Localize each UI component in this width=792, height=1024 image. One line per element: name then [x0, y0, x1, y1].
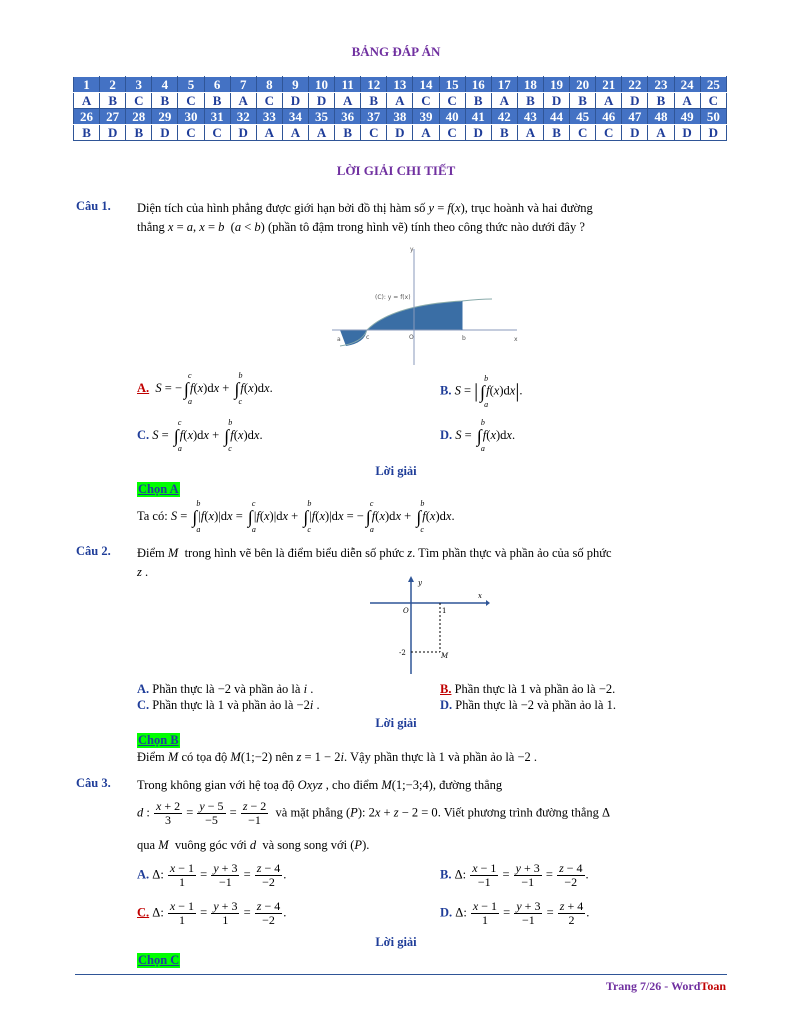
answer-letter-cell: B [648, 93, 674, 109]
answer-number-cell: 1 [74, 77, 100, 93]
question-2-choice-b[interactable]: B. Phần thực là 1 và phần ảo là −2. [440, 682, 616, 696]
answer-letter-cell: C [126, 93, 152, 109]
answer-letter-cell: C [439, 125, 465, 141]
question-2-choice-c[interactable]: C. Phần thực là 1 và phần ảo là −2i . [137, 698, 320, 712]
answer-number-cell: 46 [596, 109, 622, 125]
answer-letter-cell: A [387, 93, 413, 109]
answer-number-cell: 10 [308, 77, 334, 93]
answer-number-cell: 12 [361, 77, 387, 93]
question-1-choice-a[interactable]: A. S = − ∫ c a f(x)dx + ∫ b c f(x)dx. [137, 371, 273, 406]
answer-number-cell: 18 [517, 77, 543, 93]
answer-letter-cell: C [178, 125, 204, 141]
answer-number-cell: 15 [439, 77, 465, 93]
answer-letter-cell: A [517, 125, 543, 141]
question-1-text: Diện tích của hình phẳng được giới hạn bởi đồ thị hàm số y = f(x), trục hoành và hai đường thẳng x = a, x = b (a < b) (phần tô đậm trong hình vẽ) tính theo công thức nào dưới đây ? [137, 201, 593, 234]
answer-letter-cell: A [256, 125, 282, 141]
answer-letter-cell: D [543, 93, 569, 109]
answer-number-cell: 44 [543, 109, 569, 125]
answer-number-cell: 22 [622, 77, 648, 93]
answer-number-cell: 3 [126, 77, 152, 93]
question-3-choice-d[interactable]: D. Δ: $\frac{x - 1}{1}$ = $\frac{y + 3}{-1}$ = $\frac{z + 4}{2}$ . [440, 899, 590, 927]
answer-letter-cell: B [570, 93, 596, 109]
answer-letter-cell: B [465, 93, 491, 109]
answer-letter-cell: A [74, 93, 100, 109]
answer-number-cell: 17 [491, 77, 517, 93]
answer-letter-cell: B [152, 93, 178, 109]
question-3-choice-a[interactable]: A. Δ: $\frac{x - 1}{1}$ = $\frac{y + 3}{-1}$ = $\frac{z - 4}{-2}$ . [137, 861, 287, 889]
answer-number-cell: 29 [152, 109, 178, 125]
svg-text:a: a [337, 336, 341, 343]
answer-number-cell: 43 [517, 109, 543, 125]
answer-number-cell: 50 [700, 109, 726, 125]
answer-letter-cell: C [256, 93, 282, 109]
question-1-graph [332, 243, 522, 368]
answer-table-title: BẢNG ĐÁP ÁN [351, 44, 441, 59]
answer-number-cell: 39 [413, 109, 439, 125]
question-1-chon: Chọn A [138, 482, 179, 496]
question-3-text-line2: d : $\frac{x + 2}{3}$ = $\frac{y - 5}{-5}$ = $\frac{z - 2}{-1}$ và mặt phẳng (P): 2x + z − 2 = 0. Viết phương trình đường thẳng Δ [137, 799, 611, 827]
answer-letter-cell: C [570, 125, 596, 141]
answer-letter-cell: A [491, 93, 517, 109]
answer-letter-cell: D [674, 125, 700, 141]
answer-letter-cell: B [126, 125, 152, 141]
question-2-solution: Điểm M có tọa độ M(1;−2) nên z = 1 − 2i. Vậy phần thực là 1 và phần ảo là −2 . [137, 750, 538, 764]
answer-letter-cell: B [543, 125, 569, 141]
question-2-graph [368, 576, 490, 676]
question-3-choice-c[interactable]: C. Δ: $\frac{x - 1}{1}$ = $\frac{y + 3}{1}$ = $\frac{z - 4}{-2}$ . [137, 899, 287, 927]
answer-letter-cell: D [387, 125, 413, 141]
question-1-label: Câu 1. [76, 199, 111, 213]
answer-number-cell: 6 [204, 77, 230, 93]
question-2-text: Điểm M trong hình vẽ bên là điểm biểu diễn số phức z. Tìm phần thực và phần ảo của số phức z . [137, 546, 612, 579]
answer-letter-cell: A [596, 93, 622, 109]
answer-letter-cell: B [491, 125, 517, 141]
answer-number-cell: 5 [178, 77, 204, 93]
answer-number-cell: 9 [282, 77, 308, 93]
svg-text:y: y [418, 579, 422, 587]
answer-number-cell: 11 [335, 77, 361, 93]
svg-text:-2: -2 [399, 649, 406, 657]
question-1-choice-b[interactable]: B. S = | ∫ b a f(x)dx|. [440, 373, 523, 409]
answer-number-cell: 47 [622, 109, 648, 125]
svg-text:O: O [409, 334, 414, 341]
answer-number-cell: 32 [230, 109, 256, 125]
page-footer: Trang 7/26 - WordToan [605, 979, 726, 993]
answer-number-cell: 38 [387, 109, 413, 125]
answer-letter-cell: D [622, 93, 648, 109]
answer-letter-cell: A [230, 93, 256, 109]
answer-number-cell: 25 [700, 77, 726, 93]
question-3-loigiai: Lời giải [375, 935, 417, 949]
answer-number-cell: 49 [674, 109, 700, 125]
question-3-text-line3: qua M vuông góc với d và song song với (P). [137, 838, 370, 852]
question-1-solution: Ta có: S = ∫ b a |f(x)|dx = ∫ c a |f(x)|dx + ∫ b c |f(x)|dx = − ∫ c a f(x)dx + ∫ b c f(x)dx. [137, 499, 455, 534]
answer-number-cell: 28 [126, 109, 152, 125]
question-1-loigiai: Lời giải [375, 464, 417, 478]
answer-letter-cell: A [308, 125, 334, 141]
question-2-chon: Chọn B [138, 733, 179, 747]
answer-letter-cell: C [700, 93, 726, 109]
question-1-choice-c[interactable]: C. S = ∫ c a f(x)dx + ∫ b c f(x)dx. [137, 418, 263, 453]
answer-letter-cell: C [361, 125, 387, 141]
point-m-label: M [441, 652, 449, 660]
svg-text:x: x [514, 336, 518, 343]
answer-letter-cell: D [465, 125, 491, 141]
answer-letter-cell: A [335, 93, 361, 109]
answer-number-cell: 24 [674, 77, 700, 93]
answer-number-cell: 26 [74, 109, 100, 125]
answer-number-cell: 31 [204, 109, 230, 125]
answer-letter-cell: D [100, 125, 126, 141]
answer-number-cell: 7 [230, 77, 256, 93]
footer-divider [75, 974, 727, 975]
answer-number-cell: 33 [256, 109, 282, 125]
svg-text:x: x [478, 592, 482, 600]
answer-letter-cell: A [413, 125, 439, 141]
answer-number-cell: 21 [596, 77, 622, 93]
svg-text:c: c [366, 334, 370, 341]
question-1-choice-d[interactable]: D. S = ∫ b a f(x)dx. [440, 418, 516, 453]
answer-number-cell: 13 [387, 77, 413, 93]
answer-number-cell: 27 [100, 109, 126, 125]
answer-letter-cell: B [74, 125, 100, 141]
question-2-choice-d[interactable]: D. Phần thực là −2 và phần ảo là 1. [440, 698, 616, 712]
detail-title: LỜI GIẢI CHI TIẾT [336, 163, 456, 178]
answer-letter-cell: C [413, 93, 439, 109]
question-2-label: Câu 2. [76, 544, 111, 558]
answer-letter-cell: B [100, 93, 126, 109]
answer-letter-cell: D [230, 125, 256, 141]
answer-number-cell: 23 [648, 77, 674, 93]
answer-number-cell: 36 [335, 109, 361, 125]
answer-number-cell: 34 [282, 109, 308, 125]
svg-text:O: O [403, 607, 409, 615]
question-3-text-line1: Trong không gian với hệ toạ độ Oxyz , cho điểm M(1;−3;4), đường thẳng [137, 778, 503, 792]
answer-letter-cell: B [361, 93, 387, 109]
answer-number-cell: 16 [465, 77, 491, 93]
question-2-choice-a[interactable]: A. Phần thực là −2 và phần ảo là i . [137, 682, 314, 696]
answer-letter-cell: C [439, 93, 465, 109]
answer-number-cell: 30 [178, 109, 204, 125]
answer-number-cell: 37 [361, 109, 387, 125]
svg-text:1: 1 [442, 607, 447, 615]
answer-letter-cell: B [517, 93, 543, 109]
answer-letter-cell: A [648, 125, 674, 141]
question-2-loigiai: Lời giải [375, 716, 417, 730]
answer-letter-cell: D [700, 125, 726, 141]
answer-letter-cell: C [204, 125, 230, 141]
svg-text:b: b [462, 335, 466, 342]
answer-letter-cell: A [282, 125, 308, 141]
question-3-choice-b[interactable]: B. Δ: $\frac{x - 1}{-1}$ = $\frac{y + 3}{-1}$ = $\frac{z - 4}{-2}$ . [440, 861, 589, 889]
answer-letter-cell: C [596, 125, 622, 141]
answer-letter-cell: D [308, 93, 334, 109]
answer-letter-cell: D [622, 125, 648, 141]
answer-number-cell: 4 [152, 77, 178, 93]
question-3-label: Câu 3. [76, 776, 111, 790]
question-3-chon: Chọn C [138, 953, 180, 967]
answer-letter-cell: C [178, 93, 204, 109]
answer-letter-cell: A [674, 93, 700, 109]
svg-text:y: y [410, 246, 414, 253]
shaded-region-below [340, 330, 370, 346]
answer-table [73, 76, 727, 141]
answer-letter-cell: B [335, 125, 361, 141]
answer-letter-cell: D [282, 93, 308, 109]
answer-number-cell: 40 [439, 109, 465, 125]
answer-number-cell: 2 [100, 77, 126, 93]
answer-number-cell: 20 [570, 77, 596, 93]
answer-number-cell: 45 [570, 109, 596, 125]
answer-letter-cell: D [152, 125, 178, 141]
answer-letter-cell: B [204, 93, 230, 109]
answer-number-cell: 19 [543, 77, 569, 93]
answer-number-cell: 42 [491, 109, 517, 125]
answer-number-cell: 48 [648, 109, 674, 125]
answer-number-cell: 35 [308, 109, 334, 125]
curve-label: (C): y = f(x) [375, 294, 411, 301]
answer-number-cell: 8 [256, 77, 282, 93]
answer-number-cell: 41 [465, 109, 491, 125]
answer-number-cell: 14 [413, 77, 439, 93]
